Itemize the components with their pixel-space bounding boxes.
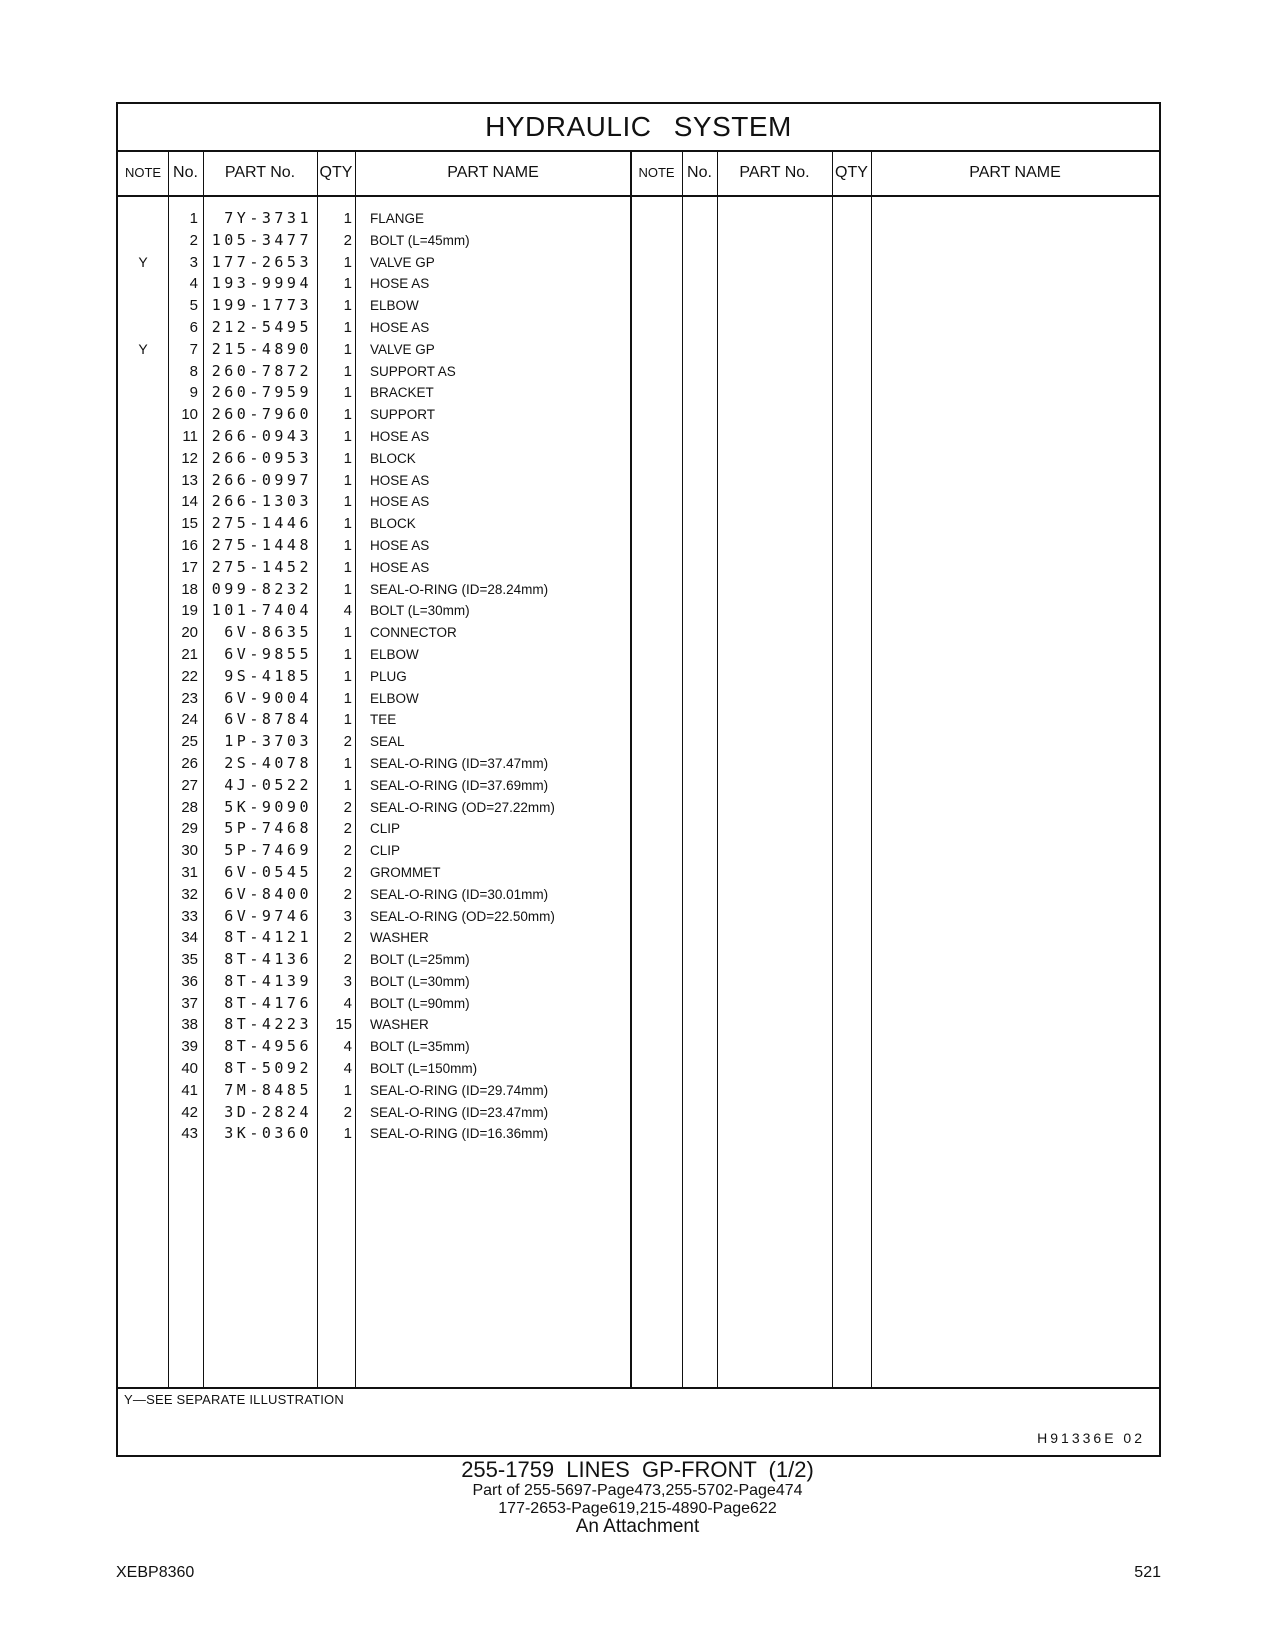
item-number-cell: 40 <box>181 1060 198 1078</box>
note-cell: Y <box>138 253 148 270</box>
item-number-cell: 8 <box>189 362 198 380</box>
item-number-cell: 22 <box>181 667 198 685</box>
item-number-cell: 16 <box>181 536 198 554</box>
quantity-cell: 1 <box>343 449 352 467</box>
quantity-cell: 2 <box>343 820 352 838</box>
item-number-cell: 15 <box>181 515 198 533</box>
quantity-cell: 2 <box>343 929 352 947</box>
part-name-cell: SEAL-O-RING (ID=30.01mm) <box>370 886 549 902</box>
caption-title: 255-1759 LINES GP-FRONT (1/2) <box>461 1457 814 1482</box>
part-name-cell: BOLT (L=30mm) <box>370 603 470 619</box>
part-number-cell: 6V-8635 <box>224 623 312 642</box>
part-number-cell: 101-7404 <box>211 601 312 620</box>
item-number-cell: 4 <box>189 275 198 293</box>
table-row <box>118 1080 758 1102</box>
part-number-cell: 266-1303 <box>211 492 312 511</box>
part-number-cell: 7Y-3731 <box>224 209 312 227</box>
table-row <box>118 840 758 862</box>
part-number-cell: 099-8232 <box>211 579 312 598</box>
part-number-cell: 7M-8485 <box>224 1080 312 1099</box>
part-name-cell: WASHER <box>370 1017 429 1033</box>
part-name-cell: HOSE AS <box>370 559 430 575</box>
header-qty-left: QTY <box>317 150 355 197</box>
part-name-cell: VALVE GP <box>370 254 435 270</box>
part-number-cell: 9S-4185 <box>224 666 312 685</box>
item-number-cell: 37 <box>181 994 198 1012</box>
part-name-cell: SUPPORT <box>370 407 436 423</box>
item-number-cell: 11 <box>182 427 198 445</box>
quantity-cell: 1 <box>343 318 352 336</box>
header-no-left: No. <box>168 150 203 197</box>
part-name-cell: BOLT (L=35mm) <box>370 1039 470 1055</box>
part-number-cell: 177-2653 <box>211 252 312 271</box>
header-part-name-left: PART NAME <box>355 150 631 197</box>
part-name-cell: CLIP <box>370 843 401 859</box>
column-divider <box>832 150 833 1387</box>
part-number-cell: 275-1446 <box>211 514 312 533</box>
quantity-cell: 1 <box>343 384 352 402</box>
item-number-cell: 13 <box>181 471 198 489</box>
part-number-cell: 215-4890 <box>211 339 312 358</box>
part-name-cell: SEAL-O-RING (ID=28.24mm) <box>370 581 549 597</box>
part-name-cell: BLOCK <box>370 450 416 466</box>
header-note-left: NOTE <box>118 150 168 197</box>
table-row <box>118 600 758 622</box>
header-part-no-left: PART No. <box>203 150 317 197</box>
page-title: HYDRAULIC SYSTEM <box>118 104 1159 152</box>
part-name-cell: SEAL-O-RING (OD=27.22mm) <box>370 799 555 815</box>
item-number-cell: 19 <box>181 602 198 620</box>
part-number-cell: 260-7959 <box>211 383 312 402</box>
quantity-cell: 4 <box>343 1060 352 1078</box>
caption-attachment: An Attachment <box>575 1516 700 1537</box>
table-row <box>118 557 758 579</box>
quantity-cell: 2 <box>343 885 352 903</box>
item-number-cell: 43 <box>181 1125 198 1143</box>
part-number-cell: 3K-0360 <box>224 1124 312 1143</box>
part-number-cell: 260-7960 <box>211 405 312 424</box>
item-number-cell: 18 <box>181 580 198 598</box>
quantity-cell: 1 <box>343 210 352 227</box>
header-no-right: No. <box>682 150 717 197</box>
part-name-cell: HOSE AS <box>370 494 430 510</box>
table-bottom-rule <box>118 1387 1159 1389</box>
table-row <box>118 797 758 819</box>
item-number-cell: 1 <box>189 210 198 227</box>
part-name-cell: SEAL-O-RING (ID=29.74mm) <box>370 1082 549 1098</box>
item-number-cell: 23 <box>181 689 198 707</box>
item-number-cell: 25 <box>181 733 198 751</box>
item-number-cell: 29 <box>181 820 198 838</box>
table-row <box>118 382 758 404</box>
quantity-cell: 15 <box>335 1016 352 1034</box>
part-number-cell: 6V-8400 <box>224 884 312 903</box>
quantity-cell: 2 <box>343 798 352 816</box>
part-name-cell: CLIP <box>370 821 401 837</box>
item-number-cell: 42 <box>181 1103 198 1121</box>
table-row <box>118 1058 758 1080</box>
part-number-cell: 6V-9746 <box>224 906 312 925</box>
item-number-cell: 35 <box>181 951 198 969</box>
document-id: XEBP8360 <box>116 1564 195 1581</box>
item-number-cell: 28 <box>181 798 198 816</box>
part-number-cell: 8T-4136 <box>224 950 312 969</box>
table-row <box>118 753 758 775</box>
part-name-cell: SEAL-O-RING (ID=23.47mm) <box>370 1104 549 1120</box>
part-name-cell: GROMMET <box>370 864 441 880</box>
part-number-cell: 6V-8784 <box>224 710 312 729</box>
item-number-cell: 27 <box>181 776 198 794</box>
quantity-cell: 1 <box>343 580 352 598</box>
part-number-cell: 5K-9090 <box>224 797 312 816</box>
quantity-cell: 1 <box>343 1125 352 1143</box>
quantity-cell: 1 <box>343 667 352 685</box>
part-number-cell: 193-9994 <box>211 274 312 293</box>
table-row <box>118 295 758 317</box>
caption-part-of: Part of 255-5697-Page473,255-5702-Page474 <box>472 1482 803 1499</box>
table-row <box>118 273 758 295</box>
part-number-cell: 6V-0545 <box>224 862 312 881</box>
table-row <box>118 208 758 230</box>
part-number-cell: 1P-3703 <box>224 732 312 751</box>
part-name-cell: PLUG <box>370 668 407 684</box>
part-name-cell: FLANGE <box>370 211 425 226</box>
item-number-cell: 17 <box>181 558 198 576</box>
part-name-cell: HOSE AS <box>370 472 430 488</box>
quantity-cell: 1 <box>343 558 352 576</box>
quantity-cell: 4 <box>343 994 352 1012</box>
part-name-cell: TEE <box>370 712 397 728</box>
item-number-cell: 3 <box>189 253 198 271</box>
parts-table-body <box>118 208 758 1145</box>
quantity-cell: 1 <box>343 275 352 293</box>
part-name-cell: HOSE AS <box>370 537 430 553</box>
quantity-cell: 1 <box>343 253 352 271</box>
part-name-cell: SEAL-O-RING (ID=37.47mm) <box>370 755 549 771</box>
part-name-cell: CONNECTOR <box>370 625 457 641</box>
footnote: Y—SEE SEPARATE ILLUSTRATION <box>124 1392 344 1407</box>
part-number-cell: 8T-5092 <box>224 1059 312 1078</box>
table-row <box>118 688 758 710</box>
quantity-cell: 1 <box>343 711 352 729</box>
table-row <box>118 230 758 252</box>
part-number-cell: 8T-4223 <box>224 1015 312 1034</box>
part-name-cell: ELBOW <box>370 690 419 706</box>
table-row <box>118 927 758 949</box>
part-name-cell: HOSE AS <box>370 319 430 335</box>
quantity-cell: 1 <box>343 515 352 533</box>
table-row <box>118 448 758 470</box>
quantity-cell: 1 <box>343 754 352 772</box>
quantity-cell: 1 <box>343 493 352 511</box>
quantity-cell: 2 <box>343 1103 352 1121</box>
quantity-cell: 4 <box>343 1038 352 1056</box>
quantity-cell: 2 <box>343 842 352 860</box>
quantity-cell: 3 <box>343 907 352 925</box>
table-row <box>118 513 758 535</box>
quantity-cell: 2 <box>343 733 352 751</box>
part-number-cell: 6V-9004 <box>224 688 312 707</box>
table-row <box>118 317 758 339</box>
part-number-cell: 2S-4078 <box>224 753 312 772</box>
item-number-cell: 34 <box>181 929 198 947</box>
quantity-cell: 1 <box>343 645 352 663</box>
item-number-cell: 41 <box>181 1081 198 1099</box>
part-name-cell: SEAL-O-RING (ID=37.69mm) <box>370 777 549 793</box>
table-row <box>118 1102 758 1124</box>
table-row <box>118 535 758 557</box>
part-number-cell: 4J-0522 <box>224 775 312 794</box>
quantity-cell: 1 <box>343 406 352 424</box>
table-row <box>118 731 758 753</box>
note-cell: Y <box>138 340 148 357</box>
column-divider <box>871 150 872 1387</box>
table-row <box>118 971 758 993</box>
table-row <box>118 404 758 426</box>
table-row <box>118 1014 758 1036</box>
table-row <box>118 1123 758 1145</box>
item-number-cell: 14 <box>181 493 198 511</box>
quantity-cell: 1 <box>343 536 352 554</box>
item-number-cell: 36 <box>181 972 198 990</box>
part-name-cell: HOSE AS <box>370 276 430 292</box>
item-number-cell: 20 <box>181 624 198 642</box>
part-name-cell: BOLT (L=25mm) <box>370 952 470 968</box>
part-name-cell: BRACKET <box>370 385 434 401</box>
table-row <box>118 339 758 361</box>
part-number-cell: 105-3477 <box>211 230 312 249</box>
table-row <box>118 426 758 448</box>
table-row <box>118 884 758 906</box>
part-name-cell: BOLT (L=150mm) <box>370 1061 478 1077</box>
quantity-cell: 2 <box>343 231 352 249</box>
part-number-cell: 260-7872 <box>211 361 312 380</box>
table-row <box>118 993 758 1015</box>
table-row <box>118 252 758 274</box>
part-number-cell: 5P-7468 <box>224 819 312 838</box>
item-number-cell: 9 <box>189 384 198 402</box>
table-row <box>118 775 758 797</box>
part-name-cell: VALVE GP <box>370 341 435 357</box>
quantity-cell: 3 <box>343 972 352 990</box>
part-number-cell: 8T-4176 <box>224 993 312 1012</box>
part-name-cell: SEAL-O-RING (ID=16.36mm) <box>370 1126 549 1142</box>
part-name-cell: ELBOW <box>370 298 419 314</box>
quantity-cell: 1 <box>343 471 352 489</box>
item-number-cell: 32 <box>181 885 198 903</box>
part-name-cell: SEAL <box>370 734 405 750</box>
item-number-cell: 10 <box>181 406 198 424</box>
quantity-cell: 1 <box>343 340 352 358</box>
table-row <box>118 579 758 601</box>
part-name-cell: SUPPORT AS <box>370 363 456 379</box>
quantity-cell: 1 <box>343 776 352 794</box>
quantity-cell: 1 <box>343 362 352 380</box>
part-number-cell: 266-0997 <box>211 470 312 489</box>
item-number-cell: 38 <box>181 1016 198 1034</box>
illustration-reference-code: H91336E 02 <box>1037 1430 1145 1446</box>
part-name-cell: BOLT (L=30mm) <box>370 973 470 989</box>
header-note-right: NOTE <box>631 150 682 197</box>
part-number-cell: 266-0953 <box>211 448 312 467</box>
page-number: 521 <box>1134 1564 1161 1581</box>
part-number-cell: 266-0943 <box>211 426 312 445</box>
quantity-cell: 1 <box>343 1081 352 1099</box>
table-row <box>118 491 758 513</box>
item-number-cell: 7 <box>189 340 198 358</box>
item-number-cell: 12 <box>181 449 198 467</box>
table-row <box>118 818 758 840</box>
item-number-cell: 39 <box>181 1038 198 1056</box>
caption-part-of-continued: 177-2653-Page619,215-4890-Page622 <box>498 1500 777 1517</box>
quantity-cell: 1 <box>343 624 352 642</box>
table-row <box>118 361 758 383</box>
item-number-cell: 2 <box>189 231 198 249</box>
table-row <box>118 622 758 644</box>
table-row <box>118 644 758 666</box>
part-number-cell: 8T-4121 <box>224 928 312 947</box>
item-number-cell: 24 <box>181 711 198 729</box>
part-name-cell: HOSE AS <box>370 428 430 444</box>
item-number-cell: 33 <box>181 907 198 925</box>
item-number-cell: 6 <box>189 318 198 336</box>
part-name-cell: WASHER <box>370 930 429 946</box>
table-row <box>118 1036 758 1058</box>
part-number-cell: 3D-2824 <box>224 1102 312 1121</box>
item-number-cell: 30 <box>181 842 198 860</box>
part-number-cell: 199-1773 <box>211 296 312 315</box>
table-row <box>118 470 758 492</box>
quantity-cell: 2 <box>343 863 352 881</box>
table-row <box>118 709 758 731</box>
quantity-cell: 2 <box>343 951 352 969</box>
table-row <box>118 862 758 884</box>
part-name-cell: BOLT (L=90mm) <box>370 995 470 1011</box>
part-number-cell: 5P-7469 <box>224 841 312 860</box>
table-row <box>118 666 758 688</box>
parts-list-sheet <box>116 102 1161 1457</box>
quantity-cell: 1 <box>343 689 352 707</box>
item-number-cell: 26 <box>181 754 198 772</box>
quantity-cell: 4 <box>343 602 352 620</box>
header-qty-right: QTY <box>832 150 871 197</box>
part-name-cell: BOLT (L=45mm) <box>370 232 470 248</box>
part-name-cell: BLOCK <box>370 516 416 532</box>
part-name-cell: ELBOW <box>370 646 419 662</box>
part-number-cell: 6V-9855 <box>224 644 312 663</box>
part-number-cell: 8T-4139 <box>224 971 312 990</box>
table-row <box>118 949 758 971</box>
header-part-name-right: PART NAME <box>871 150 1159 197</box>
quantity-cell: 1 <box>343 427 352 445</box>
header-part-no-right: PART No. <box>717 150 832 197</box>
part-number-cell: 275-1448 <box>211 535 312 554</box>
part-name-cell: SEAL-O-RING (OD=22.50mm) <box>370 908 555 924</box>
item-number-cell: 21 <box>181 645 198 663</box>
part-number-cell: 212-5495 <box>211 317 312 336</box>
part-number-cell: 8T-4956 <box>224 1037 312 1056</box>
part-number-cell: 275-1452 <box>211 557 312 576</box>
item-number-cell: 5 <box>189 297 198 315</box>
quantity-cell: 1 <box>343 297 352 315</box>
table-row <box>118 906 758 928</box>
item-number-cell: 31 <box>181 863 198 881</box>
